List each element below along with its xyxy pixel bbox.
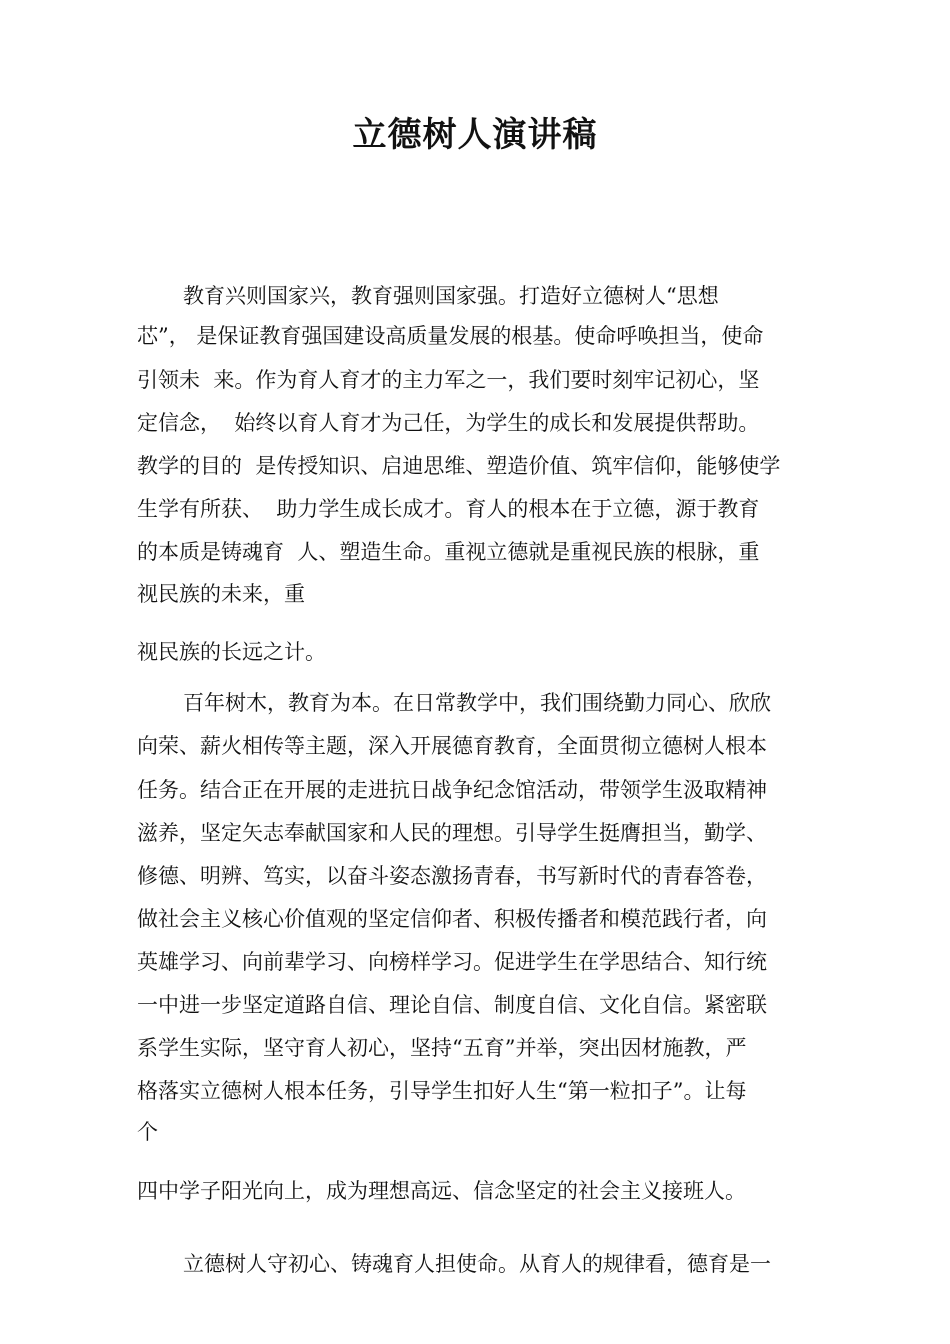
paragraph-line: 定信念， 始终以育人育才为己任，为学生的成长和发展提供帮助。	[137, 411, 760, 435]
paragraph-line: 视民族的未来，重	[137, 582, 305, 606]
paragraph-line: 任务。结合正在开展的走进抗日战争纪念馆活动，带领学生汲取精神	[137, 778, 767, 802]
paragraph-line: 生学有所获、 助力学生成长成才。育人的根本在于立德，源于教育	[137, 497, 760, 521]
paragraph-line: 教育兴则国家兴，教育强则国家强。打造好立德树人“思想	[183, 284, 719, 308]
paragraph-line: 英雄学习、向前辈学习、向榜样学习。促进学生在学思结合、知行统	[137, 950, 767, 974]
paragraph-line: 做社会主义核心价值观的坚定信仰者、积极传播者和模范践行者，向	[137, 907, 767, 931]
paragraph-line: 芯”， 是保证教育强国建设高质量发展的根基。使命呼唤担当，使命	[137, 324, 764, 348]
paragraph-line: 滋养，坚定矢志奉献国家和人民的理想。引导学生挺膺担当，勤学、	[137, 821, 767, 845]
paragraph-line: 向荣、薪火相传等主题，深入开展德育教育，全面贯彻立德树人根本	[137, 734, 767, 758]
paragraph-line: 系学生实际，坚守育人初心，坚持“五育”并举，突出因材施教，严	[137, 1036, 747, 1060]
paragraph-line: 四中学子阳光向上，成为理想高远、信念坚定的社会主义接班人。	[137, 1179, 746, 1203]
paragraph-line: 视民族的长远之计。	[137, 640, 326, 664]
paragraph-line: 教学的目的 是传授知识、启迪思维、塑造价值、筑牢信仰，能够使学	[137, 454, 781, 478]
paragraph-line: 修德、明辨、笃实，以奋斗姿态激扬青春，书写新时代的青春答卷，	[137, 864, 767, 888]
paragraph-line: 的本质是铸魂育 人、塑造生命。重视立德就是重视民族的根脉，重	[137, 540, 760, 564]
paragraph-line: 引领未 来。作为育人育才的主力军之一，我们要时刻牢记初心，坚	[137, 368, 760, 392]
document-title: 立德树人演讲稿	[352, 115, 598, 155]
paragraph-line: 个	[137, 1120, 158, 1144]
paragraph-line: 百年树木，教育为本。在日常教学中，我们围绕勤力同心、欣欣	[183, 691, 771, 715]
paragraph-line: 一中进一步坚定道路自信、理论自信、制度自信、文化自信。紧密联	[137, 993, 767, 1017]
paragraph-line: 立德树人守初心、铸魂育人担使命。从育人的规律看，德育是一	[183, 1252, 771, 1276]
paragraph-line: 格落实立德树人根本任务，引导学生扣好人生“第一粒扣子”。让每	[137, 1079, 747, 1103]
